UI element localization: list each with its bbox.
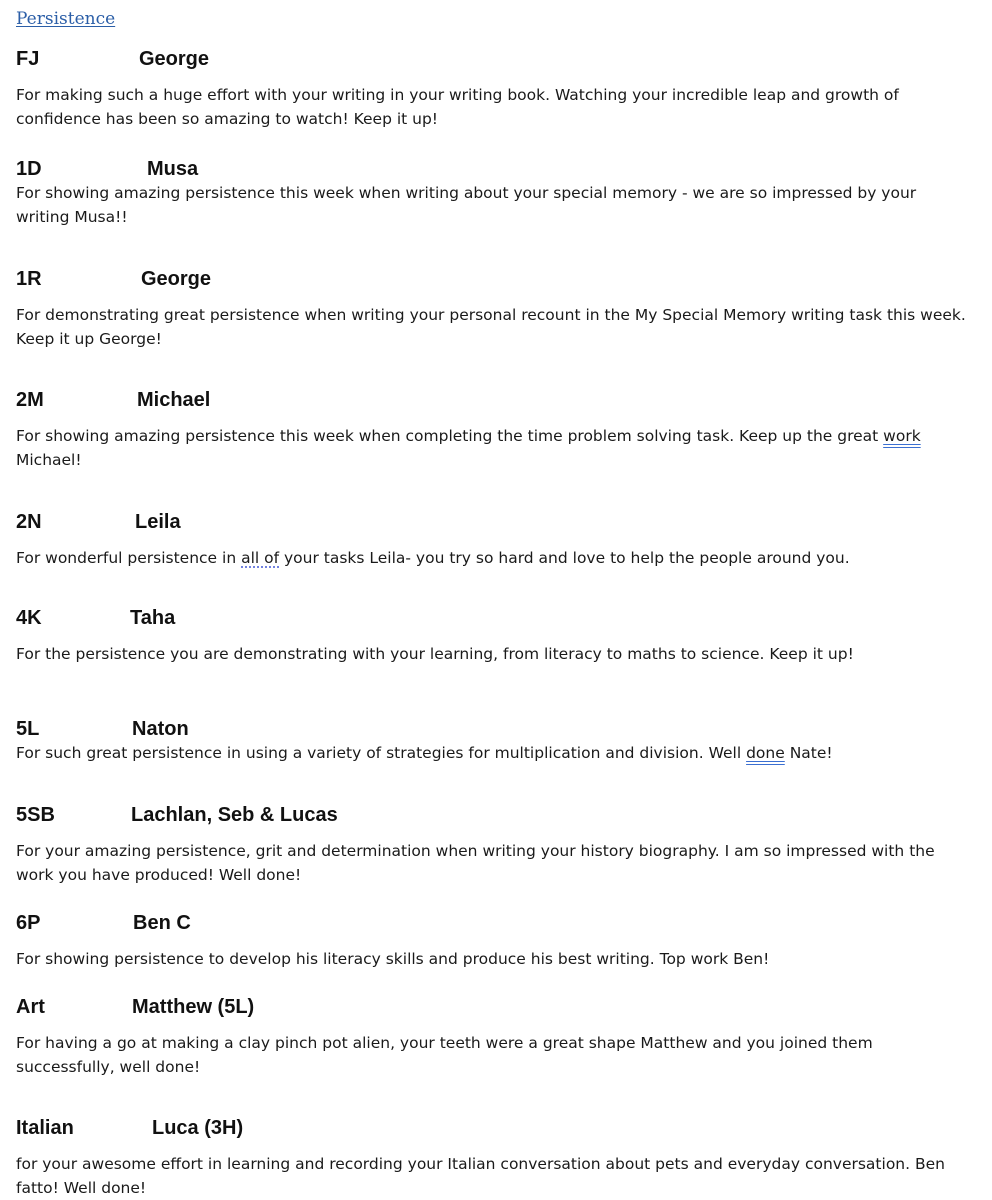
spelling-mark: work xyxy=(883,427,921,445)
award-class: FJ xyxy=(16,48,40,70)
award-name: Luca (3H) xyxy=(152,1117,244,1139)
document-title: Persistence xyxy=(16,9,116,29)
award-class: 2M xyxy=(16,389,44,411)
spelling-mark: done xyxy=(746,744,785,762)
award-class: Art xyxy=(16,996,45,1018)
award-class: 2N xyxy=(16,511,42,533)
award-name: Lachlan, Seb & Lucas xyxy=(131,804,338,826)
award-text: For showing persistence to develop his literacy skills and produce his best writing. Top work Ben! xyxy=(16,950,770,968)
award-text: For demonstrating great persistence when writing your personal recount in the My Special Memory writing task this week. Keep it up George! xyxy=(16,306,971,348)
award-entry xyxy=(16,718,971,765)
award-class: 5SB xyxy=(16,804,55,826)
award-name: Leila xyxy=(135,511,181,533)
award-class: 1R xyxy=(16,268,42,290)
grammar-mark: all of xyxy=(241,549,280,567)
award-entry xyxy=(16,1117,971,1200)
award-entry xyxy=(16,996,971,1079)
award-name: George xyxy=(139,48,210,70)
award-text: for your awesome effort in learning and recording your Italian conversation about pets and everyday conversation. Ben fatto! Well done! xyxy=(16,1155,950,1197)
award-text: For your amazing persistence, grit and determination when writing your history biography. I am so impressed with the work you have produced! Well done! xyxy=(16,842,940,884)
award-text: For showing amazing persistence this week when writing about your special memory - we are so impressed by your writing Musa!! xyxy=(16,184,922,226)
award-entry xyxy=(16,389,971,472)
award-name: George xyxy=(141,268,212,290)
award-name: Matthew (5L) xyxy=(132,996,255,1018)
award-name: Michael xyxy=(137,389,211,411)
award-class: 1D xyxy=(16,158,42,180)
award-text: For showing amazing persistence this week when completing the time problem solving task. Keep up the great work Michael! xyxy=(16,427,926,469)
award-entry xyxy=(16,511,971,570)
award-entry xyxy=(16,158,971,229)
award-name: Taha xyxy=(130,607,176,629)
award-entry xyxy=(16,268,971,351)
award-class: 4K xyxy=(16,607,42,629)
award-class: 5L xyxy=(16,718,40,740)
award-text: For the persistence you are demonstrating with your learning, from literacy to maths to science. Keep it up! xyxy=(16,645,854,663)
award-class: 6P xyxy=(16,912,41,934)
award-name: Ben C xyxy=(133,912,191,934)
award-name: Musa xyxy=(147,158,199,180)
award-entry xyxy=(16,804,971,887)
award-text: For having a go at making a clay pinch pot alien, your teeth were a great shape Matthew and you joined them successfully, well done! xyxy=(16,1034,878,1076)
award-entry xyxy=(16,607,971,666)
award-text: For making such a huge effort with your writing in your writing book. Watching your incredible leap and growth of confidence has been so amazing to watch! Keep it up! xyxy=(16,86,904,128)
award-text: For such great persistence in using a variety of strategies for multiplication and division. Well done Nate! xyxy=(16,744,833,762)
award-entry xyxy=(16,48,971,131)
award-class: Italian xyxy=(16,1117,74,1139)
award-entry xyxy=(16,912,971,971)
award-name: Naton xyxy=(132,718,189,740)
award-text: For wonderful persistence in all of your tasks Leila- you try so hard and love to help the people around you. xyxy=(16,549,850,567)
